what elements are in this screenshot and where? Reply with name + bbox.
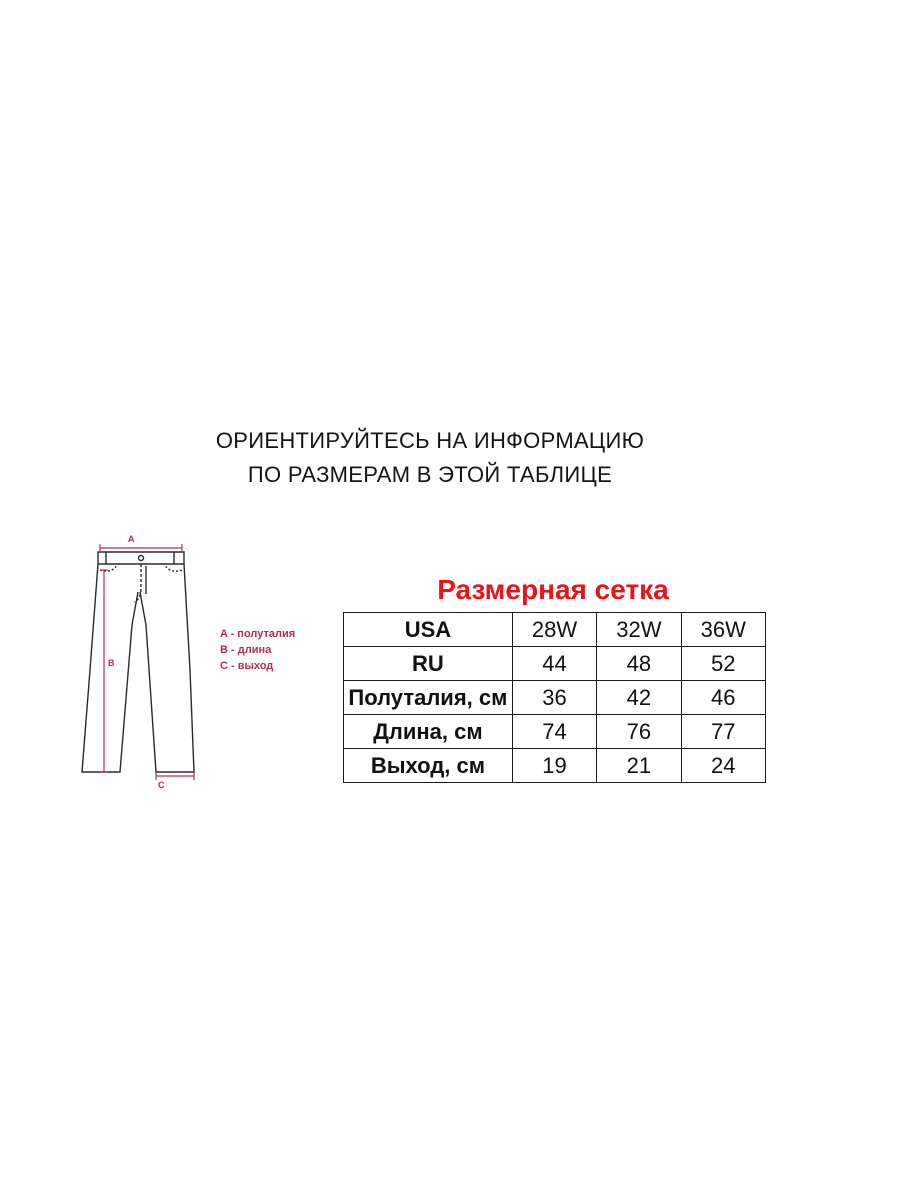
table-row-ru bbox=[344, 647, 766, 681]
row-label: Длина, см bbox=[344, 715, 513, 749]
table-cell: 46 bbox=[681, 681, 765, 715]
table-cell: 24 bbox=[681, 749, 765, 783]
table-cell: 52 bbox=[681, 647, 765, 681]
table-cell: 44 bbox=[512, 647, 596, 681]
legend-item-b: B - длина bbox=[220, 644, 272, 656]
marker-b: B bbox=[108, 658, 115, 668]
table-cell: 36 bbox=[512, 681, 596, 715]
measure-line-c bbox=[156, 772, 194, 780]
table-cell: 74 bbox=[512, 715, 596, 749]
measurement-legend bbox=[220, 626, 295, 674]
table-cell: 19 bbox=[512, 749, 596, 783]
table-cell: 32W bbox=[597, 613, 681, 647]
measure-line-b bbox=[100, 570, 108, 772]
row-label: USA bbox=[344, 613, 513, 647]
heading-line-1: ОРИЕНТИРУЙТЕСЬ НА ИНФОРМАЦИЮ bbox=[215, 428, 645, 453]
pants-outline bbox=[82, 552, 194, 772]
table-row-usa bbox=[344, 613, 766, 647]
size-grid-title: Размерная сетка bbox=[437, 574, 669, 605]
page-heading bbox=[0, 424, 860, 492]
table-cell: 21 bbox=[597, 749, 681, 783]
marker-a: A bbox=[128, 534, 135, 544]
table-cell: 42 bbox=[597, 681, 681, 715]
heading-line-2: ПО РАЗМЕРАМ В ЭТОЙ ТАБЛИЦЕ bbox=[247, 462, 613, 487]
row-label: RU bbox=[344, 647, 513, 681]
table-cell: 36W bbox=[681, 613, 765, 647]
table-row-rise bbox=[344, 749, 766, 783]
table-row-length bbox=[344, 715, 766, 749]
table-cell: 77 bbox=[681, 715, 765, 749]
marker-c: C bbox=[158, 780, 165, 790]
measure-line-a bbox=[100, 544, 182, 552]
table-cell: 76 bbox=[597, 715, 681, 749]
table-cell: 48 bbox=[597, 647, 681, 681]
size-grid-table bbox=[343, 612, 766, 783]
row-label: Полуталия, см bbox=[344, 681, 513, 715]
legend-item-a: A - полуталия bbox=[220, 628, 296, 640]
table-row-half-waist bbox=[344, 681, 766, 715]
table-cell: 28W bbox=[512, 613, 596, 647]
legend-item-c: C - выход bbox=[220, 660, 274, 672]
row-label: Выход, см bbox=[344, 749, 513, 783]
